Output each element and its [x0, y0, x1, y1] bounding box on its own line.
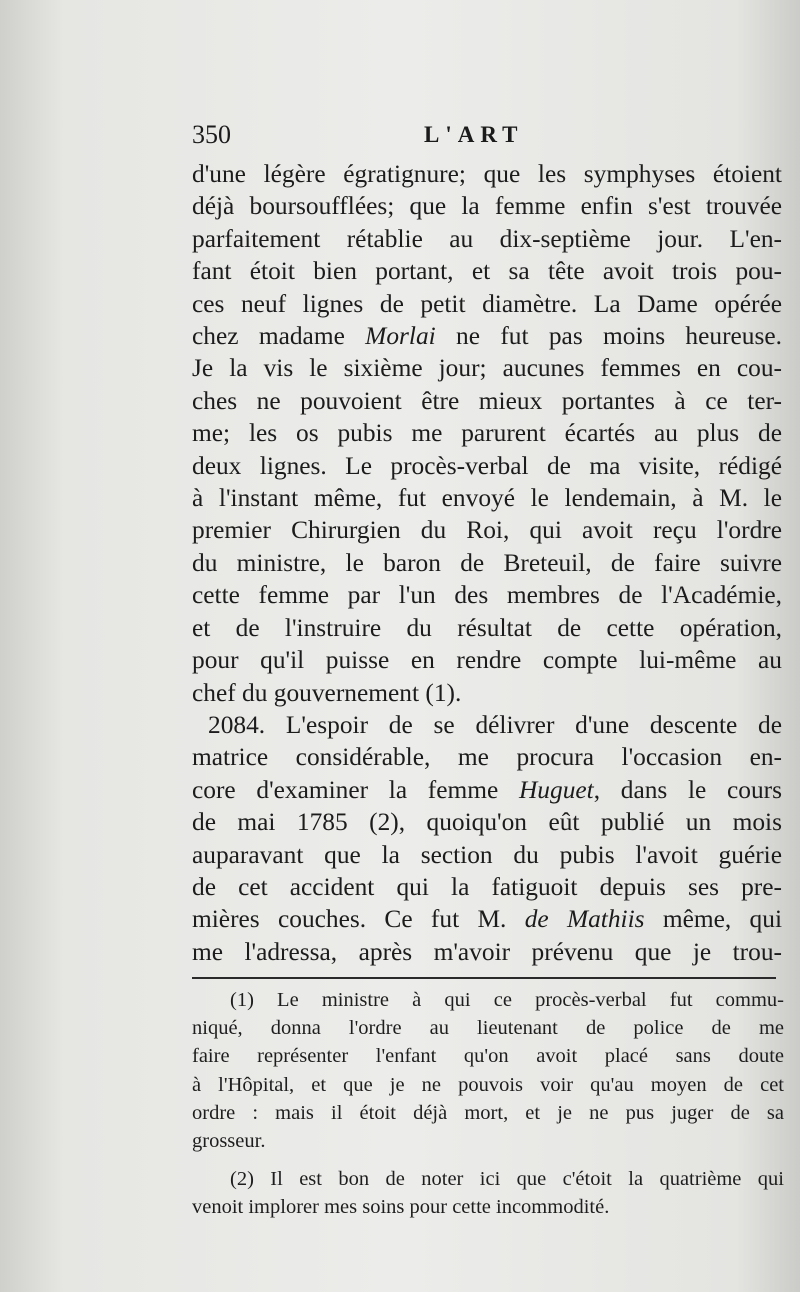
running-head: L'ART [424, 122, 524, 147]
footnotes [192, 986, 784, 1222]
text-line: du ministre, le baron de Breteuil, de faire suivre [192, 548, 782, 577]
italic-name: de Mathiis [524, 905, 645, 934]
text-line: et de l'instruire du résultat de cette opération, [192, 613, 782, 642]
text-line: deux lignes. Le procès-verbal de ma visite, rédigé [192, 451, 782, 480]
text-line: à l'instant même, fut envoyé le lendemain, à M. le [192, 484, 782, 513]
text-line: cette femme par l'un des membres de l'Académie, [192, 581, 782, 610]
text-line: fant étoit bien portant, et sa tête avoit trois pou- [192, 257, 782, 286]
text-line: premier Chirurgien du Roi, qui avoit reçu l'ordre [192, 516, 782, 545]
italic-name: Morlai [365, 322, 436, 351]
footnote-2-line: venoit implorer mes soins pour cette incommodité. [192, 1196, 610, 1219]
footnote-1-line: niqué, donna l'ordre au lieutenant de police de me [192, 1017, 784, 1040]
footnote-1-line: faire représenter l'enfant qu'on avoit placé sans doute [192, 1045, 784, 1068]
text-line: déjà boursoufflées; que la femme enfin s'est trouvée [192, 192, 782, 221]
text-line: de cet accident qui la fatiguoit depuis ses pre- [192, 872, 782, 901]
footnote-1-line: (1) Le ministre à qui ce procès-verbal fut commu- [230, 989, 784, 1011]
main-text [192, 158, 782, 968]
italic-name: Huguet [518, 775, 594, 804]
text-line: Je la vis le sixième jour; aucunes femmes en cou- [192, 354, 782, 383]
page-number: 350 [192, 120, 231, 149]
text-line: pour qu'il puisse en rendre compte lui-même au [192, 646, 782, 675]
text-line: de mai 1785 (2), quoiqu'on eût publié un mois [192, 808, 782, 837]
text-line: me l'adressa, après m'avoir prévenu que je trou- [192, 937, 782, 966]
footnote-1-line: grosseur. [192, 1130, 266, 1153]
page-header [192, 120, 782, 156]
text-line: d'une légère égratignure; que les symphyses étoient [192, 160, 782, 188]
text-line: chez madame Morlai ne fut pas moins heureuse. [192, 322, 782, 351]
footnote-1-line: ordre : mais il étoit déjà mort, et je ne pus juger de sa [192, 1101, 784, 1124]
text-line: parfaitement rétablie au dix-septième jour. L'en- [192, 224, 782, 253]
text-line: matrice considérable, me procura l'occasion en- [192, 743, 782, 772]
text-line: auparavant que la section du pubis l'avoit guérie [192, 840, 782, 869]
text-line: chef du gouvernement (1). [192, 678, 462, 707]
paragraph-start-line: 2084. L'espoir de se délivrer d'une descente de [208, 710, 782, 739]
text-line: me; les os pubis me parurent écartés au plus de [192, 419, 782, 448]
footnote-1-line: à l'Hôpital, et que je ne pouvois voir qu'au moyen de cet [192, 1073, 784, 1096]
footnote-rule [192, 977, 776, 979]
text-line: ches ne pouvoient être mieux portantes à ce ter- [192, 386, 782, 415]
text-line: ces neuf lignes de petit diamètre. La Dame opérée [192, 289, 782, 318]
text-line: mières couches. Ce fut M. de Mathiis même, qui [192, 905, 782, 934]
footnote-2-line: (2) Il est bon de noter ici que c'étoit la quatrième qui [230, 1168, 784, 1191]
text-line: core d'examiner la femme Huguet, dans le cours [192, 775, 782, 804]
